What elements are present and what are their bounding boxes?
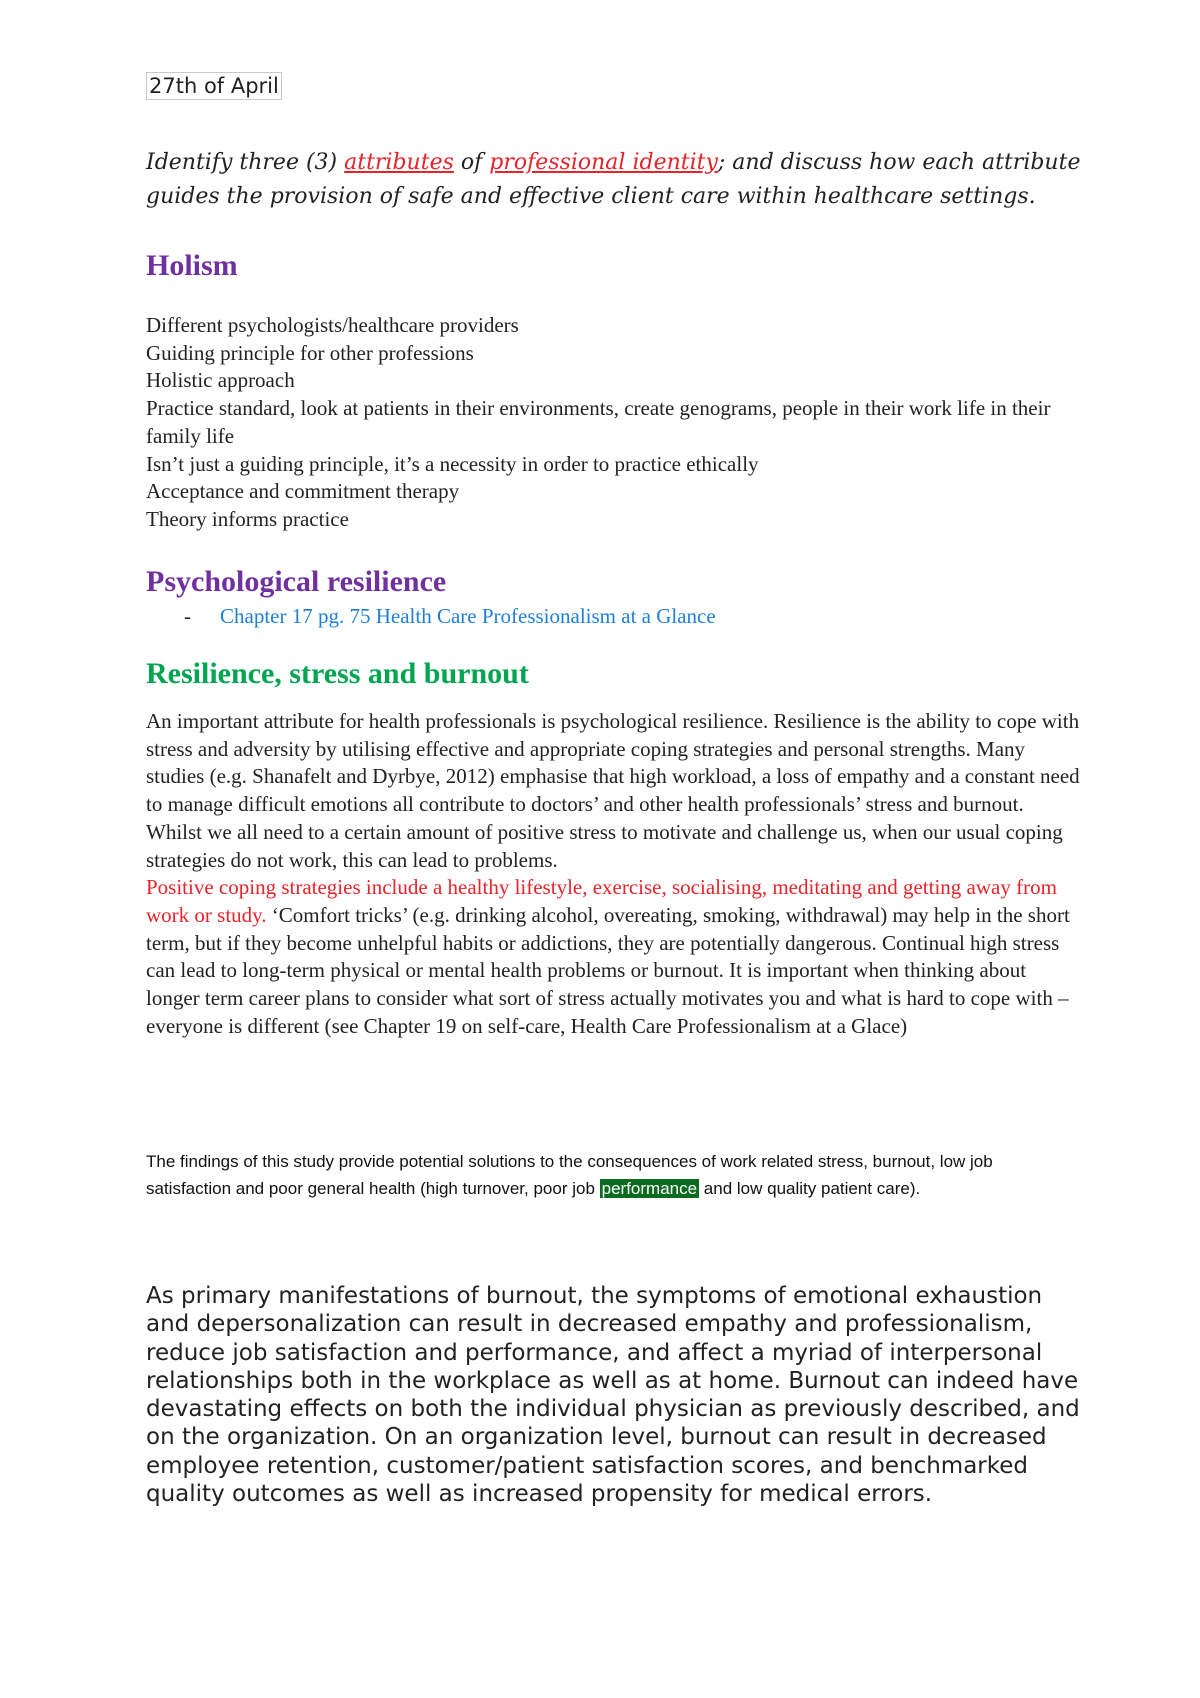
list-item: Practice standard, look at patients in their environments, create genograms, people in their work life in their family life xyxy=(146,396,1051,448)
reference-item xyxy=(184,602,716,630)
assignment-question xyxy=(146,146,1086,214)
findings-before: The findings of this study provide potential solutions to the consequences of work related stress, burnout, low job satisfaction and poor general health (high turnover, poor job xyxy=(146,1152,993,1198)
highlighted-performance: performance xyxy=(601,1179,698,1198)
paragraph-main: An important attribute for health professionals is psychological resilience. Resilience is the ability to cope with stress and adversity by utilising effective and appropriate coping strategies and personal strengths. Many studies (e.g. Shanafelt and Dyrbye, 2012) emphasise that high workload, a loss of empathy and a constant need to manage difficult emotions all contribute to doctors’ and other health professionals’ stress and burnout. Whilst we all need to a certain amount of positive stress to motivate and challenge us, when our usual coping strategies do not work, this can lead to problems. xyxy=(146,709,1080,872)
heading-resilience-stress-burnout: Resilience, stress and burnout xyxy=(146,657,529,690)
list-item: Acceptance and commitment therapy xyxy=(146,479,460,504)
findings-after: and low quality patient care). xyxy=(699,1179,921,1198)
burnout-paragraph: As primary manifestations of burnout, the symptoms of emotional exhaustion and depersonalization can result in decreased empathy and professionalism, reduce job satisfaction and performance, and affect a myriad of interpersonal relationships both in the workplace as well as at home. Burnout can indeed have devastating effects on both the individual physician as previously described, and on the organization. On an organization level, burnout can result in decreased employee retention, customer/patient satisfaction scores, and benchmarked quality outcomes as well as increased propensity for medical errors. xyxy=(146,1283,1080,1508)
resilience-paragraph xyxy=(146,708,1081,1040)
reference-text: Chapter 17 pg. 75 Health Care Professionalism at a Glance xyxy=(220,604,716,628)
date-label: 27th of April xyxy=(146,72,282,100)
list-item: Isn’t just a guiding principle, it’s a necessity in order to practice ethically xyxy=(146,451,759,476)
holism-list xyxy=(146,312,1086,534)
question-professional-identity: professional identity xyxy=(489,150,718,175)
question-attributes: attributes xyxy=(344,150,454,175)
question-part2: of xyxy=(453,150,490,175)
list-item: Theory informs practice xyxy=(146,506,349,531)
heading-holism: Holism xyxy=(146,249,238,282)
question-part3: ; and discuss how each attribute guides the provision of safe and effective client care within healthcare settings. xyxy=(146,150,1081,209)
list-item: Guiding principle for other professions xyxy=(146,340,474,365)
bullet-dash: - xyxy=(184,604,191,628)
paragraph-rest: ‘Comfort tricks’ (e.g. drinking alcohol, overeating, smoking, withdrawal) may help in the short term, but if they become unhelpful habits or addictions, they are potentially dangerous. Continual high stress can lead to long-term physical or mental health problems or burnout. It is important when thinking about longer term career plans to consider what sort of stress actually motivates you and what is hard to cope with – everyone is different (see Chapter 19 on self-care, Health Care Professionalism at a Glace) xyxy=(146,902,1070,1038)
list-item: Different psychologists/healthcare providers xyxy=(146,313,519,337)
findings-paragraph xyxy=(146,1148,1081,1202)
question-part1: Identify three (3) xyxy=(146,150,345,175)
heading-psychological-resilience: Psychological resilience xyxy=(146,565,447,598)
coping-strategies-emphasis: Positive coping strategies include a healthy lifestyle, exercise, socialising, meditating and getting away from work or study. xyxy=(146,875,1057,927)
list-item: Holistic approach xyxy=(146,368,295,393)
